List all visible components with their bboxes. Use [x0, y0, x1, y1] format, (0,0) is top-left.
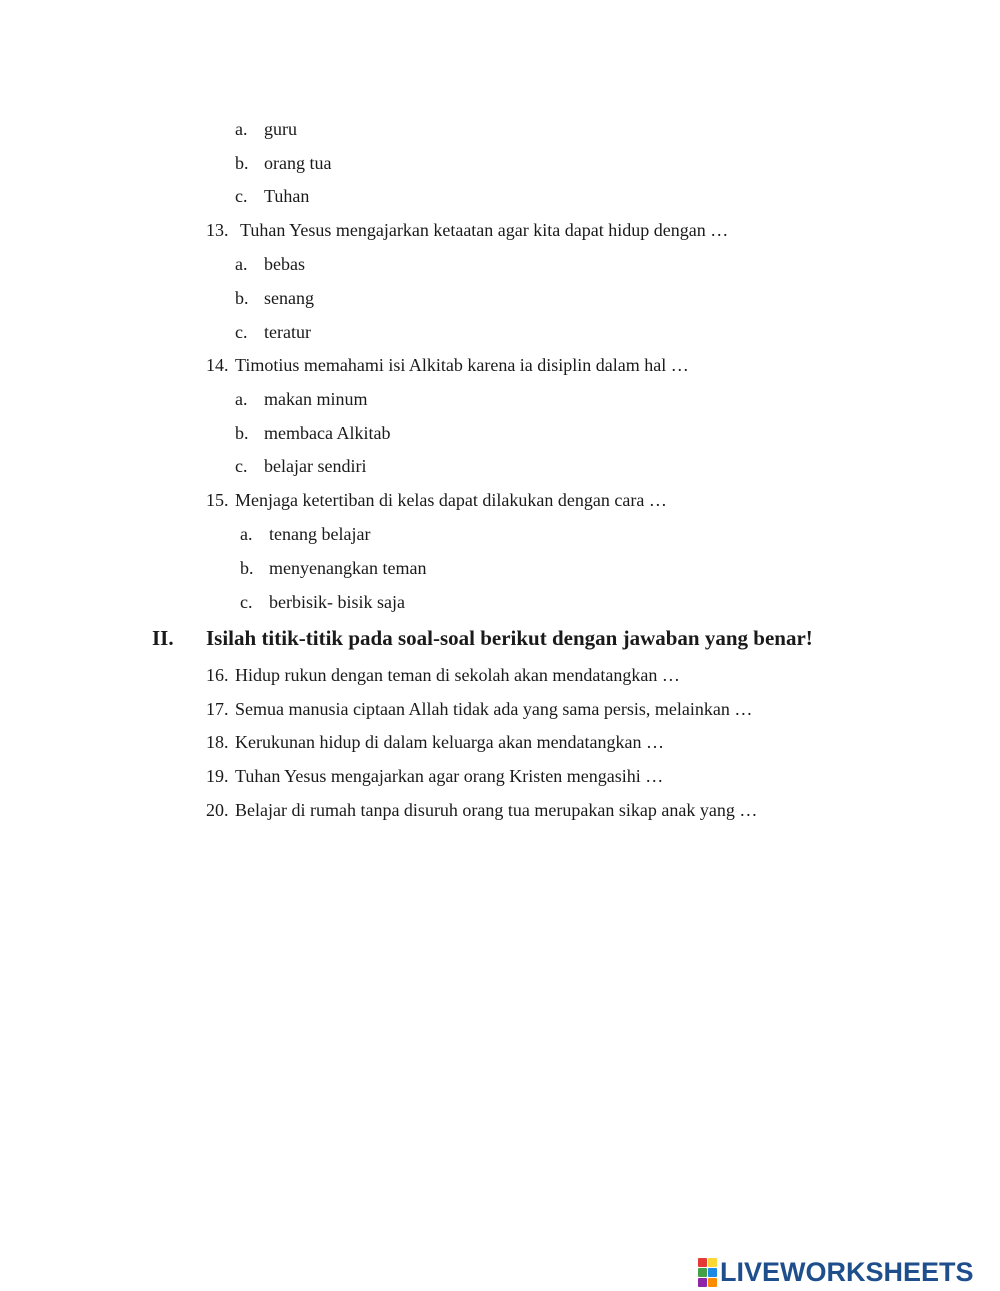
option-text: guru — [264, 119, 297, 139]
question-text: Menjaga ketertiban di kelas dapat dilakukan dengan cara … — [235, 490, 667, 510]
option-text: orang tua — [264, 153, 332, 173]
question-text: Tuhan Yesus mengajarkan ketaatan agar kita dapat hidup dengan … — [240, 220, 729, 240]
q12-option-c — [235, 185, 309, 207]
question-text: Timotius memahami isi Alkitab karena ia disiplin dalam hal … — [235, 355, 689, 375]
question-14 — [206, 354, 689, 376]
question-number: 19. — [206, 766, 229, 786]
option-letter: c. — [235, 456, 248, 476]
option-letter: b. — [235, 423, 249, 443]
logo-block — [708, 1278, 717, 1287]
question-13 — [206, 219, 728, 241]
option-letter: c. — [235, 186, 248, 206]
option-letter: b. — [235, 153, 249, 173]
option-text: membaca Alkitab — [264, 423, 391, 443]
logo-block — [698, 1258, 707, 1267]
question-number: 14. — [206, 355, 229, 375]
question-number: 16. — [206, 665, 229, 685]
section-number: II. — [152, 626, 174, 650]
logo-blocks-icon — [698, 1258, 717, 1287]
question-19 — [206, 765, 663, 787]
question-number: 20. — [206, 800, 229, 820]
q15-option-a — [240, 523, 370, 545]
q12-option-a — [235, 118, 297, 140]
option-letter: a. — [235, 389, 248, 409]
option-text: berbisik- bisik saja — [269, 592, 405, 612]
option-text: Tuhan — [264, 186, 310, 206]
question-20 — [206, 799, 757, 821]
liveworksheets-logo[interactable] — [698, 1257, 974, 1287]
option-letter: a. — [240, 524, 253, 544]
question-text: Tuhan Yesus mengajarkan agar orang Kristen mengasihi … — [235, 766, 664, 786]
logo-text: LIVEWORKSHEETS — [720, 1257, 974, 1287]
question-text: Belajar di rumah tanpa disuruh orang tua merupakan sikap anak yang … — [235, 800, 758, 820]
q12-option-b — [235, 152, 331, 174]
option-letter: b. — [235, 288, 249, 308]
q13-option-b — [235, 287, 314, 309]
question-text: Hidup rukun dengan teman di sekolah akan mendatangkan … — [235, 665, 680, 685]
section-title: Isilah titik-titik pada soal-soal berikut dengan jawaban yang benar! — [206, 626, 813, 650]
option-text: teratur — [264, 322, 311, 342]
logo-block — [708, 1268, 717, 1277]
q15-option-c — [240, 591, 405, 613]
q14-option-b — [235, 422, 390, 444]
question-text: Semua manusia ciptaan Allah tidak ada yang sama persis, melainkan … — [235, 699, 753, 719]
q14-option-c — [235, 455, 366, 477]
q13-option-c — [235, 321, 311, 343]
option-letter: a. — [235, 119, 248, 139]
question-16 — [206, 664, 680, 686]
option-text: tenang belajar — [269, 524, 371, 544]
question-number: 18. — [206, 732, 229, 752]
option-letter: c. — [235, 322, 248, 342]
question-number: 17. — [206, 699, 229, 719]
question-text: Kerukunan hidup di dalam keluarga akan mendatangkan … — [235, 732, 665, 752]
option-letter: c. — [240, 592, 253, 612]
q13-option-a — [235, 253, 305, 275]
question-number: 15. — [206, 490, 229, 510]
option-letter: a. — [235, 254, 248, 274]
option-text: menyenangkan teman — [269, 558, 427, 578]
q14-option-a — [235, 388, 367, 410]
logo-block — [708, 1258, 717, 1267]
option-text: makan minum — [264, 389, 368, 409]
option-text: senang — [264, 288, 314, 308]
logo-block — [698, 1268, 707, 1277]
logo-block — [698, 1278, 707, 1287]
option-text: belajar sendiri — [264, 456, 367, 476]
question-17 — [206, 698, 752, 720]
q15-option-b — [240, 557, 426, 579]
question-number: 13. — [206, 220, 229, 240]
option-letter: b. — [240, 558, 254, 578]
question-18 — [206, 731, 664, 753]
option-text: bebas — [264, 254, 305, 274]
question-15 — [206, 489, 667, 511]
